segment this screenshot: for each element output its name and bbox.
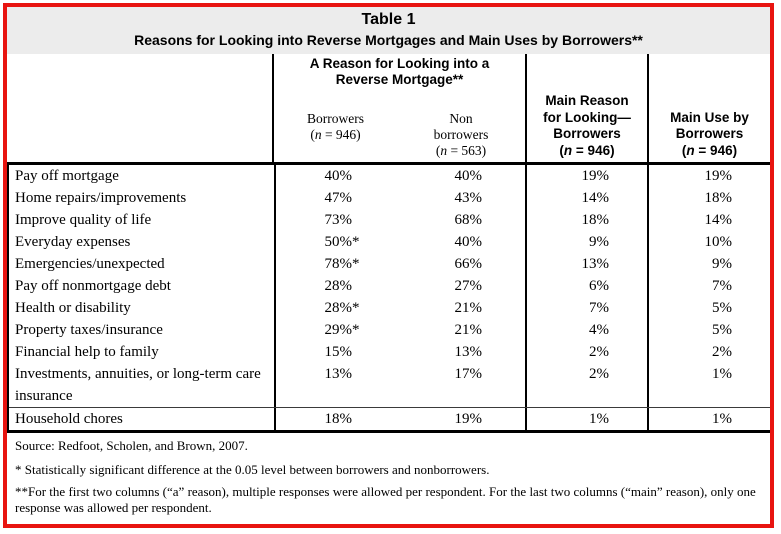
cell-borrowers: 40% (274, 165, 397, 187)
cell-borrowers: 47% (274, 187, 397, 209)
header-col-main-reason: Main Reason for Looking— Borrowers (n = 946) (525, 54, 647, 162)
cell-borrowers: 28%* (274, 297, 397, 319)
table-row (9, 165, 770, 187)
cell-main_reason: 19% (525, 165, 647, 187)
table-row (9, 209, 770, 231)
cell-nonborrowers: 17% (454, 366, 482, 382)
cell-main_reason: 14% (525, 187, 647, 209)
cell-borrowers: 50%* (274, 231, 397, 253)
table-header (7, 54, 770, 162)
row-label: Health or disability (15, 300, 131, 316)
cell-main_use: 19% (647, 165, 770, 187)
row-label: Financial help to family (15, 344, 159, 360)
table-row (9, 253, 770, 275)
row-label: Emergencies/unexpected (15, 256, 165, 272)
cell-nonborrowers: 21% (454, 322, 482, 338)
table-title-bar (7, 7, 770, 54)
table-row (9, 275, 770, 297)
cell-nonborrowers: 68% (454, 212, 482, 228)
table-body (7, 165, 770, 430)
footnote: Source: Redfoot, Scholen, and Brown, 2007. (15, 438, 248, 453)
footnote: **For the first two columns (“a” reason), multiple responses were allowed per respondent. For the last two columns (“main” reason), only one response was allowed per respondent. (15, 484, 756, 515)
cell-borrowers: 29%* (274, 319, 397, 341)
cell-borrowers: 18% (274, 408, 397, 430)
header-subcolumns (274, 111, 525, 162)
header-group-title: A Reason for Looking into a Reverse Mortgage** (309, 56, 490, 87)
cell-main_reason: 9% (525, 231, 647, 253)
cell-borrowers: 78%* (274, 253, 397, 275)
cell-main_use: 2% (647, 341, 770, 363)
cell-nonborrowers: 40% (454, 234, 482, 250)
cell-nonborrowers: 27% (454, 278, 482, 294)
table-row (9, 187, 770, 209)
cell-main_reason: 6% (525, 275, 647, 297)
row-label: Property taxes/insurance (15, 322, 163, 338)
header-group-reason (272, 54, 525, 162)
cell-borrowers: 73% (274, 209, 397, 231)
cell-main_use: 1% (647, 363, 770, 407)
table-row (9, 319, 770, 341)
cell-main_use: 18% (647, 187, 770, 209)
cell-nonborrowers: 19% (454, 411, 482, 427)
footnotes (7, 433, 770, 526)
row-label: Investments, annuities, or long-term care insurance (15, 366, 261, 404)
row-label: Improve quality of life (15, 212, 152, 228)
table-row (9, 407, 770, 430)
cell-nonborrowers: 43% (454, 190, 482, 206)
cell-main_use: 5% (647, 319, 770, 341)
cell-main_reason: 13% (525, 253, 647, 275)
header-col-borrowers: Borrowers (n = 946) (307, 111, 364, 142)
table-frame (3, 3, 774, 528)
cell-main_reason: 1% (525, 408, 647, 430)
cell-nonborrowers: 66% (454, 256, 482, 272)
cell-borrowers: 13% (274, 363, 397, 407)
cell-main_use: 5% (647, 297, 770, 319)
row-label: Household chores (15, 411, 123, 427)
cell-main_use: 14% (647, 209, 770, 231)
header-col-main-use: Main Use by Borrowers (n = 946) (647, 54, 770, 162)
cell-borrowers: 28% (274, 275, 397, 297)
table-row (9, 363, 770, 407)
cell-main_use: 10% (647, 231, 770, 253)
table-row (9, 297, 770, 319)
cell-main_use: 9% (647, 253, 770, 275)
table-row (9, 341, 770, 363)
table-caption: Reasons for Looking into Reverse Mortgages and Main Uses by Borrowers** (134, 32, 643, 48)
table-number: Table 1 (361, 11, 416, 28)
cell-borrowers: 15% (274, 341, 397, 363)
cell-nonborrowers: 13% (454, 344, 482, 360)
row-label: Home repairs/improvements (15, 190, 187, 206)
header-col-nonborrowers: Non borrowers (n = 563) (433, 111, 489, 158)
cell-main_reason: 2% (525, 341, 647, 363)
cell-main_reason: 2% (525, 363, 647, 407)
header-spacer-cell (7, 54, 272, 162)
table-row (9, 231, 770, 253)
cell-nonborrowers: 40% (454, 168, 482, 184)
cell-main_reason: 4% (525, 319, 647, 341)
cell-main_use: 7% (647, 275, 770, 297)
cell-main_use: 1% (647, 408, 770, 430)
row-label: Pay off nonmortgage debt (15, 278, 171, 294)
cell-nonborrowers: 21% (454, 300, 482, 316)
footnote: * Statistically significant difference at the 0.05 level between borrowers and nonborrowers. (15, 462, 490, 477)
row-label: Everyday expenses (15, 234, 131, 250)
row-label: Pay off mortgage (15, 168, 119, 184)
cell-main_reason: 18% (525, 209, 647, 231)
cell-main_reason: 7% (525, 297, 647, 319)
